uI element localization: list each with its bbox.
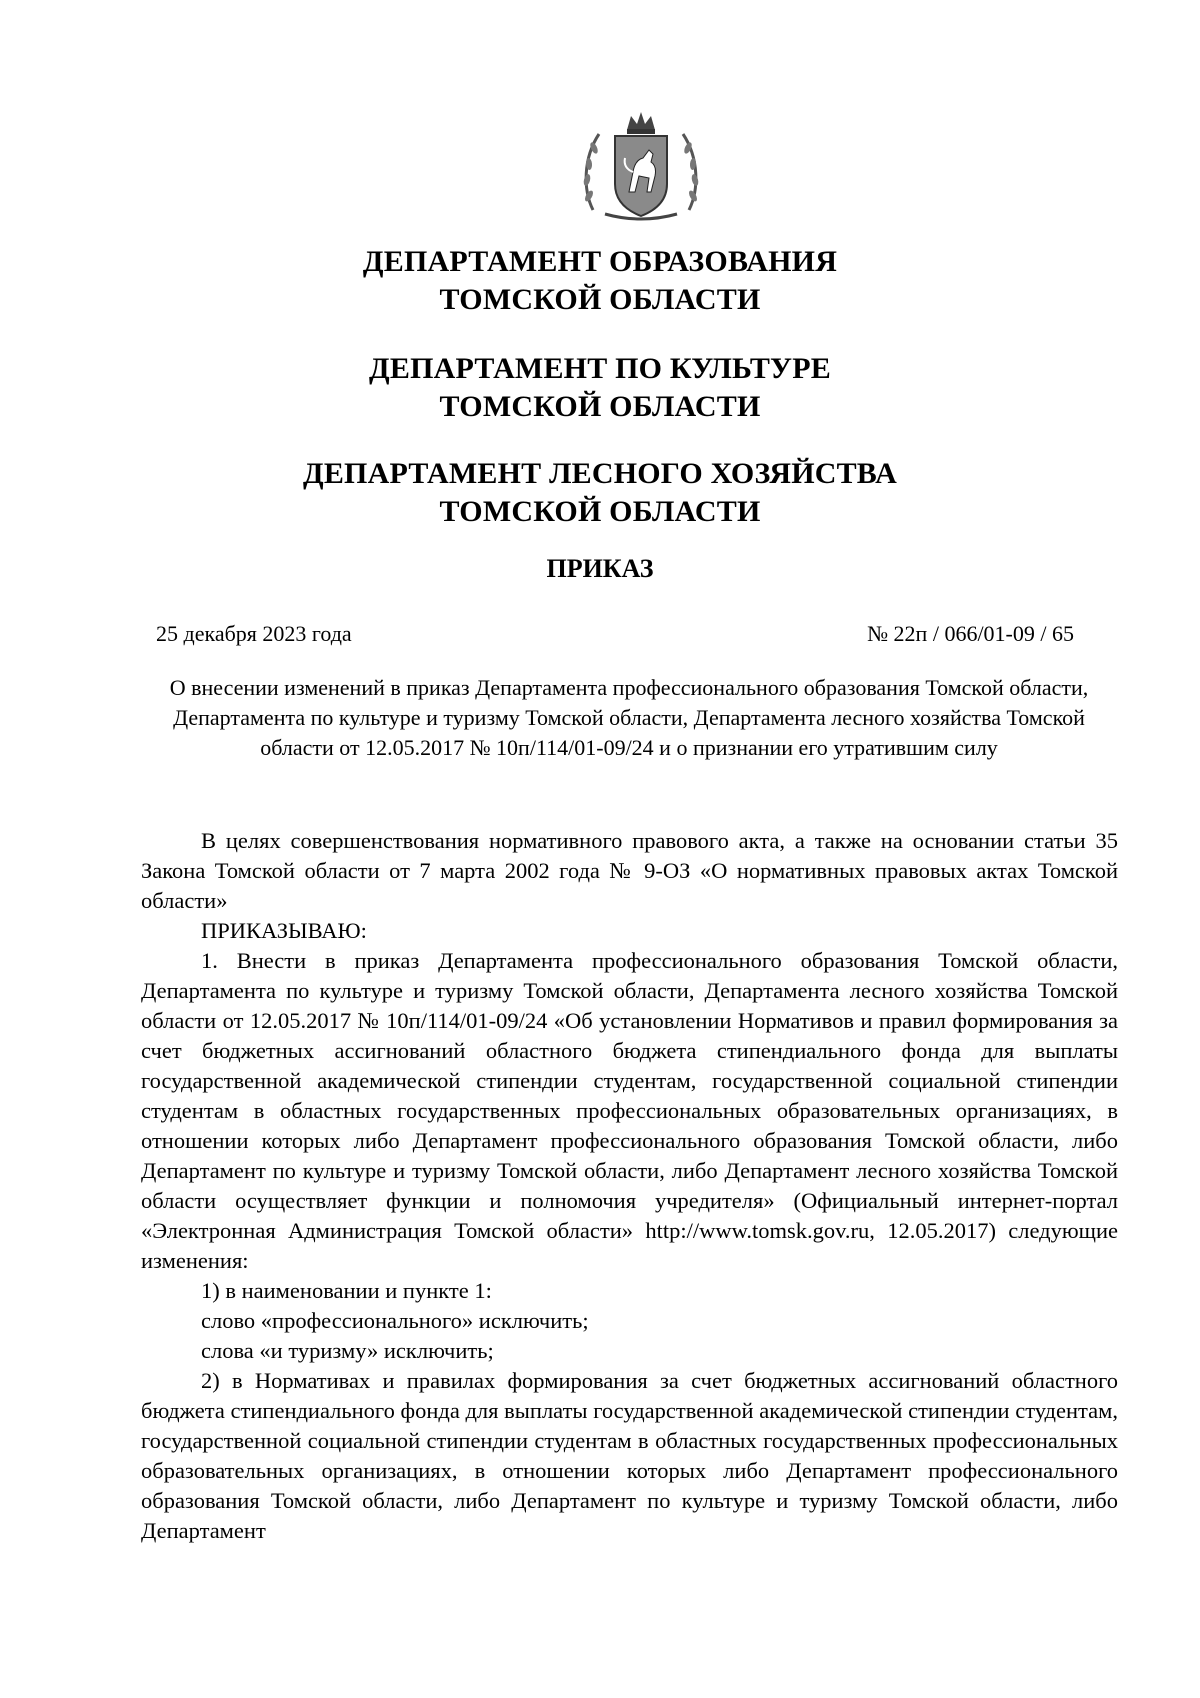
document-subject: О внесении изменений в приказ Департамента профессионального образования Томской области, Департамента по культуре и туризму Томской области, Департамента лесного хозяйства Томской области от 12.05.2017 № 10п/114/01-09/24 и о признании его утратившим силу bbox=[169, 675, 1089, 760]
document-type-title: ПРИКАЗ bbox=[546, 554, 654, 583]
sub-item-1: 1) в наименовании и пункте 1: bbox=[201, 1278, 492, 1303]
sub-item-1-b: слова «и туризму» исключить; bbox=[201, 1338, 494, 1363]
document-date: 25 декабря 2023 года bbox=[156, 621, 352, 646]
department-region-line: ТОМСКОЙ ОБЛАСТИ bbox=[439, 283, 761, 316]
item-1-paragraph: 1. Внести в приказ Департамента профессионального образования Томской области, Департамента по культуре и туризму Томской области, Департамента лесного хозяйства Томской области от 12.05.2017 № 10п/114/01-09/24 «Об установлении Нормативов и правил формирования за счет бюджетных ассигнований областного бюджета стипендиального фонда для выплаты государственной академической стипендии студентам, государственной социальной стипендии студентам в областных государственных профессиональных образовательных организациях, в отношении которых либо Департамент профессионального образования Томской области, либо Департамент по культуре и туризму Томской области, либо Департамент лесного хозяйства Томской области осуществляет функции и полномочия учредителя» (Официальный интернет-портал «Электронная Администрация Томской области» http://www.tomsk.gov.ru, 12.05.2017) следующие изменения: bbox=[141, 948, 1118, 1273]
department-region-line: ТОМСКОЙ ОБЛАСТИ bbox=[439, 390, 761, 423]
document-number: № 22п / 066/01-09 / 65 bbox=[867, 621, 1074, 646]
coat-of-arms-emblem bbox=[579, 110, 703, 224]
department-name-line: ДЕПАРТАМЕНТ ПО КУЛЬТУРЕ bbox=[369, 352, 831, 385]
department-education-heading bbox=[0, 243, 1200, 319]
document-body bbox=[141, 826, 1118, 1546]
sub-item-1-a: слово «профессионального» исключить; bbox=[201, 1308, 589, 1333]
department-name-line: ДЕПАРТАМЕНТ ЛЕСНОГО ХОЗЯЙСТВА bbox=[303, 457, 897, 490]
order-word: ПРИКАЗЫВАЮ: bbox=[201, 918, 367, 943]
department-culture-heading bbox=[0, 350, 1200, 426]
sub-item-2: 2) в Нормативах и правилах формирования за счет бюджетных ассигнований областного бюджета стипендиального фонда для выплаты государственной академической стипендии студентам, государственной социальной стипендии студентам в областных государственных профессиональных образовательных организациях, в отношении которых либо Департамент профессионального образования Томской области, либо Департамент по культуре и туризму Томской области, либо Департамент bbox=[141, 1368, 1118, 1543]
department-name-line: ДЕПАРТАМЕНТ ОБРАЗОВАНИЯ bbox=[362, 245, 838, 278]
department-region-line: ТОМСКОЙ ОБЛАСТИ bbox=[439, 495, 761, 528]
coat-of-arms-icon bbox=[579, 110, 703, 224]
preamble-paragraph: В целях совершенствования нормативного правового акта, а также на основании статьи 35 Закона Томской области от 7 марта 2002 года № 9-ОЗ «О нормативных правовых актах Томской области» bbox=[141, 828, 1118, 913]
department-forestry-heading bbox=[0, 455, 1200, 531]
date-number-line bbox=[156, 619, 1074, 649]
